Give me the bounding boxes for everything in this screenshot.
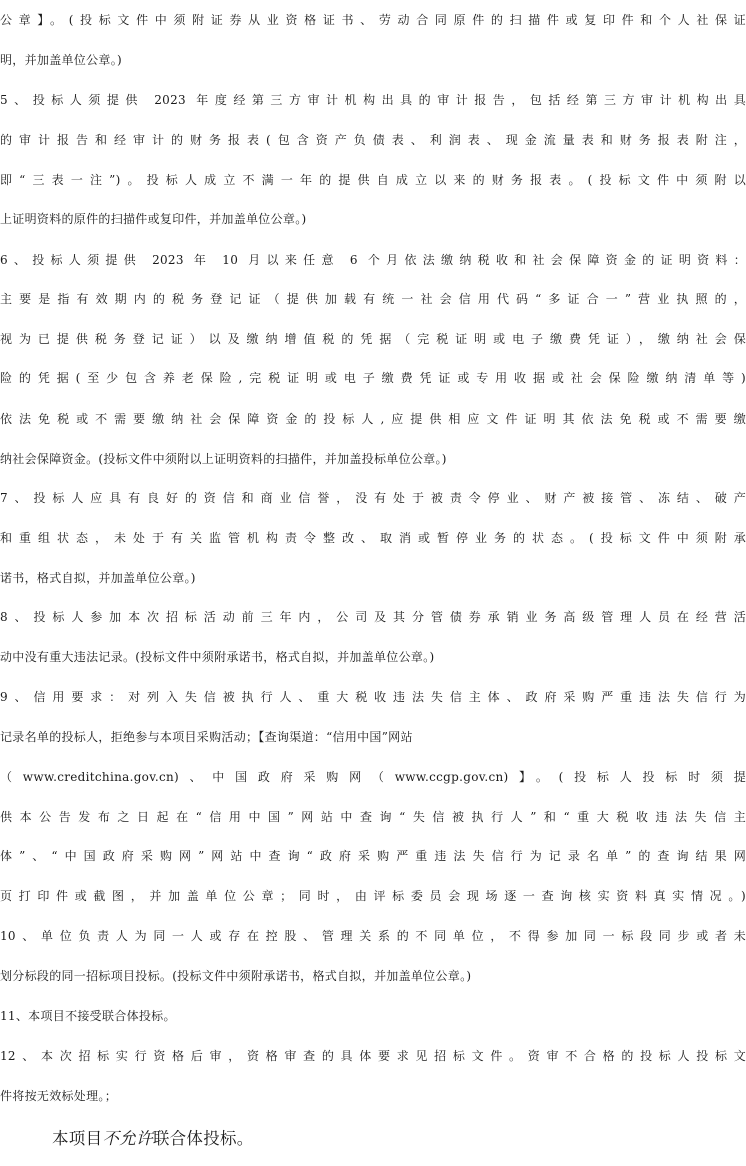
item-6-line: 依法免税或不需要缴纳社会保障资金的投标人,应提供相应文件证明其依法免税或不需要缴	[0, 412, 746, 426]
item-6-line: 险的凭据(至少包含养老保险,完税证明或电子缴费凭证或专用收据或社会保险缴纳清单等)	[0, 371, 746, 385]
item-9-line: （www.creditchina.gov.cn)、中国政府采购网（www.ccgp.gov.cn)】。(投标人投标时须提	[0, 770, 746, 784]
item-12-line: 12、本次招标实行资格后审，资格审查的具体要求见招标文件。资审不合格的投标人投标文	[0, 1049, 746, 1063]
item-6-line: 纳社会保障资金。(投标文件中须附以上证明资料的扫描件，并加盖投标单位公章。)	[0, 452, 447, 466]
item-6-line: 6、投标人须提供 2023 年 10 月以来任意 6 个月依法缴纳税收和社会保障资金的证明资料：	[0, 253, 746, 267]
item-9-line: 记录名单的投标人，拒绝参与本项目采购活动；【查询渠道：“信用中国”网站	[0, 730, 413, 744]
item-5-line: 5、投标人须提供 2023 年度经第三方审计机构出具的审计报告，包括经第三方审计机构出具	[0, 93, 746, 107]
item-5-line: 上证明资料的原件的扫描件或复印件，并加盖单位公章。)	[0, 212, 307, 226]
paragraph-line: 明，并加盖单位公章。)	[0, 53, 122, 67]
item-7-line: 7、投标人应具有良好的资信和商业信誉，没有处于被责令停业、财产被接管、冻结、破产	[0, 491, 746, 505]
item-8-line: 动中没有重大违法记录。(投标文件中须附承诺书，格式自拟，并加盖单位公章。)	[0, 650, 435, 664]
item-6-line: 视为已提供税务登记证）以及缴纳增值税的凭据（完税证明或电子缴费凭证），缴纳社会保	[0, 332, 746, 346]
final-emphasis: 不允许	[102, 1129, 153, 1148]
item-11-line: 11、本项目不接受联合体投标。	[0, 1009, 176, 1023]
item-9-line: 供本公告发布之日起在“信用中国”网站中查询“失信被执行人”和“重大税收违法失信主	[0, 810, 746, 824]
final-statement	[52, 1128, 254, 1150]
item-10-line: 10、单位负责人为同一人或存在控股、管理关系的不同单位，不得参加同一标段同步或者未	[0, 929, 746, 943]
item-9-line: 9、信用要求：对列入失信被执行人、重大税收违法失信主体、政府采购严重违法失信行为	[0, 690, 746, 704]
item-7-line: 诺书，格式自拟，并加盖单位公章。)	[0, 571, 196, 585]
item-8-line: 8、投标人参加本次招标活动前三年内，公司及其分管债券承销业务高级管理人员在经营活	[0, 610, 746, 624]
item-10-line: 划分标段的同一招标项目投标。(投标文件中须附承诺书，格式自拟，并加盖单位公章。)	[0, 969, 472, 983]
item-9-line: 体”、“中国政府采购网”网站中查询“政府采购严重违法失信行为记录名单”的查询结果网	[0, 849, 746, 863]
item-6-line: 主要是指有效期内的税务登记证（提供加载有统一社会信用代码“多证合一”营业执照的，	[0, 292, 746, 306]
item-7-line: 和重组状态，未处于有关监管机构责令整改、取消或暂停业务的状态。(投标文件中须附承	[0, 531, 746, 545]
paragraph-line: 公章】。(投标文件中须附证券从业资格证书、劳动合同原件的扫描件或复印件和个人社保证	[0, 13, 746, 27]
item-5-line: 的审计报告和经审计的财务报表(包含资产负债表、利润表、现金流量表和财务报表附注，	[0, 133, 746, 147]
final-suffix: 联合体投标。	[152, 1129, 254, 1148]
item-12-line: 件将按无效标处理。；	[0, 1089, 118, 1103]
item-9-line: 页打印件或截图，并加盖单位公章；同时，由评标委员会现场逐一查询核实资料真实情况。)	[0, 889, 746, 903]
final-prefix: 本项目	[52, 1129, 103, 1148]
item-5-line: 即“三表一注”)。投标人成立不满一年的提供自成立以来的财务报表。(投标文件中须附以	[0, 173, 746, 187]
